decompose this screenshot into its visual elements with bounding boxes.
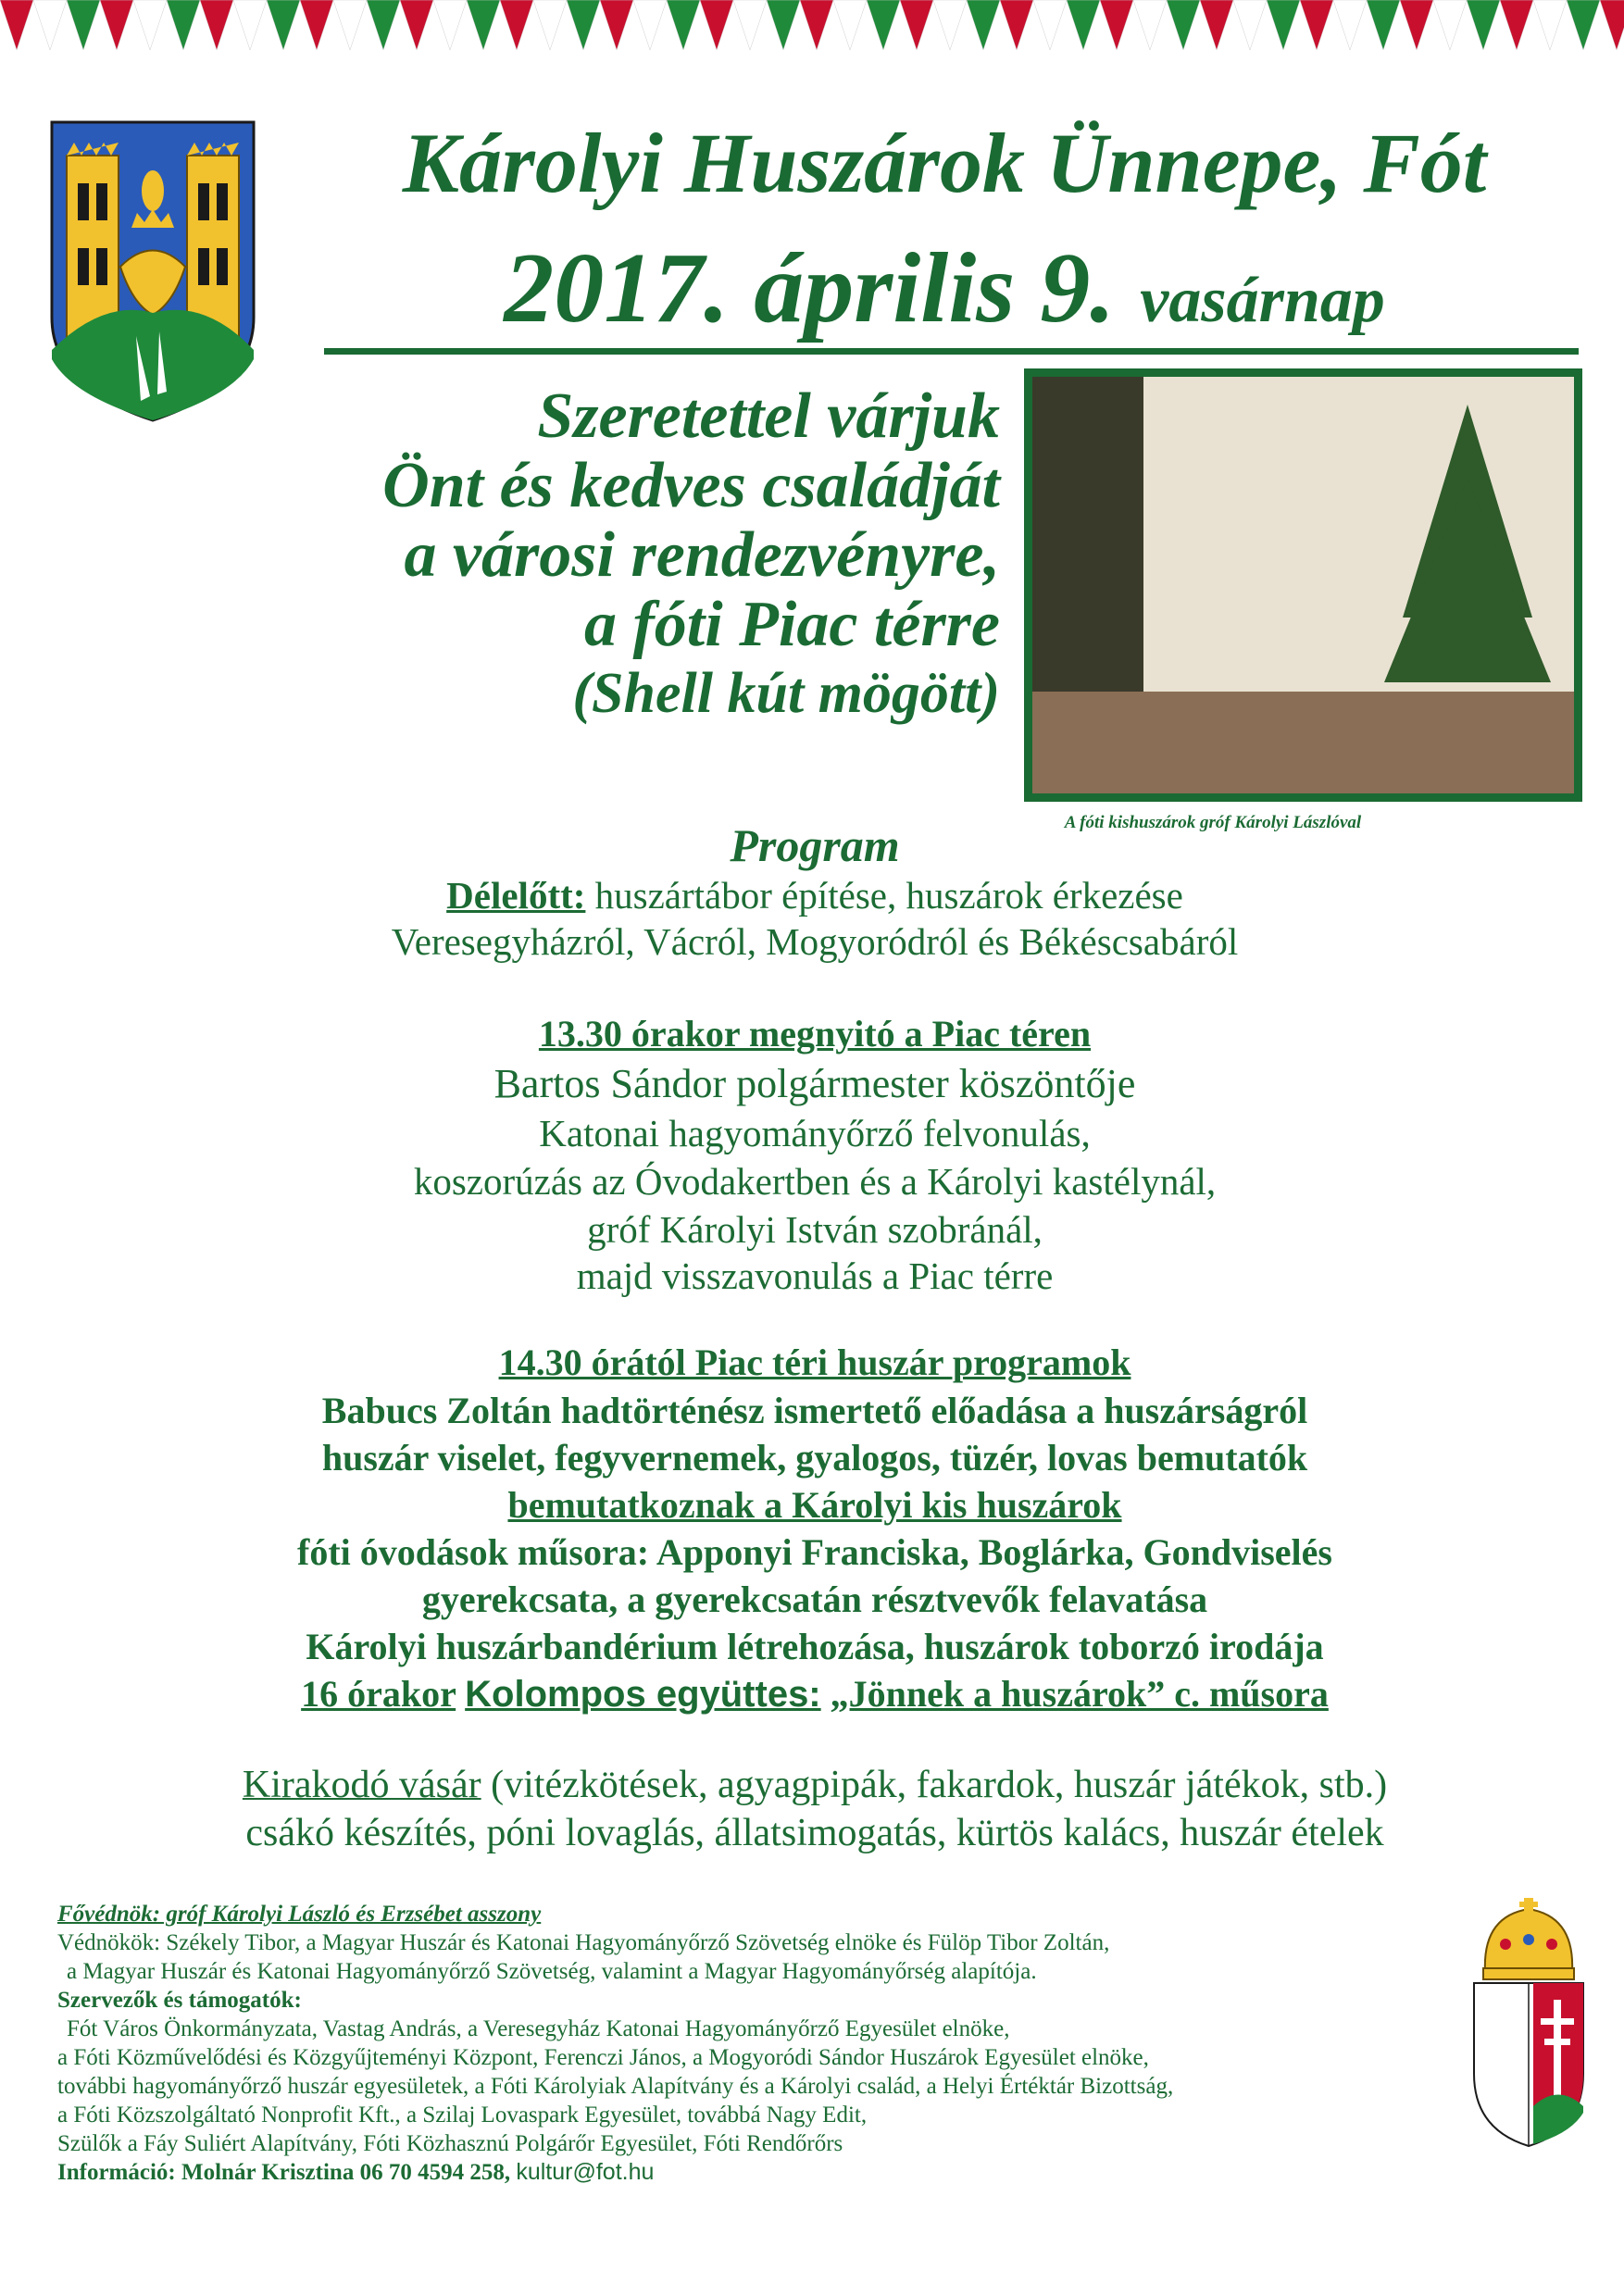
- garland-triangle: [533, 0, 567, 50]
- garland-triangle: [100, 0, 133, 50]
- garland-triangle: [633, 0, 667, 50]
- kids-line: [139, 1482, 1491, 1529]
- morning-label: Délelőtt:: [446, 874, 586, 917]
- invitation-line: Szeretettel várjuk: [537, 381, 1000, 452]
- opening-line: Katonai hagyományőrző felvonulás,: [539, 1112, 1091, 1154]
- info-contact: Információ: Molnár Krisztina 06 70 4594 258,: [57, 2160, 511, 2185]
- garland-triangle: [1500, 0, 1533, 50]
- garland-triangle: [167, 0, 200, 50]
- garland-triangle: [567, 0, 600, 50]
- garland-triangle: [600, 0, 633, 50]
- concert-line: [139, 1671, 1491, 1717]
- fot-coat-of-arms: [48, 119, 257, 424]
- garland-triangle: [700, 0, 733, 50]
- concert-band: Kolompos együttes:: [465, 1674, 821, 1715]
- garland-triangle: [1100, 0, 1133, 50]
- afternoon-line: Károlyi huszárbandérium létrehozása, huszárok toborzó irodája: [306, 1626, 1324, 1667]
- garland-triangle: [1033, 0, 1067, 50]
- garland-triangle: [900, 0, 933, 50]
- garland-triangle: [133, 0, 167, 50]
- garland-triangle: [1167, 0, 1200, 50]
- garland-triangle: [833, 0, 867, 50]
- garland-triangle: [67, 0, 100, 50]
- opening-heading: [139, 1011, 1491, 1057]
- title-divider: [324, 348, 1579, 355]
- garland-triangle: [300, 0, 333, 50]
- afternoon-line: huszár viselet, fegyvernemek, gyalogos, tüzér, lovas bemutatók: [321, 1437, 1308, 1479]
- invitation-line: Önt és kedves családját: [382, 450, 1000, 521]
- credits: [57, 1900, 1465, 2187]
- organizer-line: a Fóti Közművelődési és Közgyűjteményi Központ, Ferenczi János, a Mogyoródi Sándor Huszárok Egyesület elnöke,: [57, 2045, 1149, 2070]
- morning-line2: Veresegyházról, Vácról, Mogyoródról és Békéscsabáról: [391, 920, 1239, 963]
- patron-text: Fővédnök: gróf Károlyi László és Erzsébet asszony: [57, 1902, 542, 1927]
- hungarian-coat-of-arms: [1468, 1898, 1589, 2150]
- opening-line: Bartos Sándor polgármester köszöntője: [493, 1061, 1136, 1106]
- info-line: [57, 2158, 1465, 2187]
- sponsors-line: a Magyar Huszár és Katonai Hagyományőrző Szövetség, valamint a Magyar Hagyományőrség alapítója.: [67, 1959, 1037, 1984]
- garland-triangle: [267, 0, 300, 50]
- organizers-label: Szervezők és támogatók:: [57, 1988, 302, 2013]
- garland-triangle: [1067, 0, 1100, 50]
- garland-triangle: [1600, 0, 1624, 50]
- garland-triangle: [1567, 0, 1600, 50]
- garland-triangle: [1133, 0, 1167, 50]
- fair-line2: csákó készítés, póni lovaglás, állatsimogatás, kürtös kalács, huszár ételek: [245, 1812, 1384, 1854]
- garland-triangle: [1233, 0, 1267, 50]
- garland-triangle: [1433, 0, 1467, 50]
- afternoon-heading-text: 14.30 órától Piac téri huszár programok: [498, 1341, 1131, 1383]
- garland-triangle: [767, 0, 800, 50]
- garland-triangle: [1267, 0, 1300, 50]
- organizer-line: Szülők a Fáy Suliért Alapítvány, Fóti Közhasznú Polgárőr Egyesület, Fóti Rendőrőrs: [57, 2131, 843, 2156]
- patron-line: [57, 1900, 1465, 1928]
- organizer-line: a Fóti Közszolgáltató Nonprofit Kft., a Szilaj Lovaspark Egyesület, továbbá Nagy Edit,: [57, 2103, 868, 2128]
- afternoon-heading: [139, 1340, 1491, 1386]
- info-email[interactable]: kultur@fot.hu: [516, 2159, 655, 2185]
- garland-triangle: [233, 0, 267, 50]
- opening-line: gróf Károlyi István szobránál,: [587, 1208, 1043, 1251]
- garland-triangle: [33, 0, 67, 50]
- garland-triangle: [1300, 0, 1333, 50]
- organizer-line: további hagyományőrző huszár egyesületek, a Fóti Károlyiak Alapítvány és a Károlyi család, a Helyi Értéktár Bizottság,: [57, 2074, 1174, 2099]
- organizer-line: Fót Város Önkormányzata, Vastag András, a Veresegyház Katonai Hagyományőrző Egyesület elnöke,: [67, 2016, 1010, 2041]
- fair-label: Kirakodó vásár: [242, 1764, 481, 1806]
- invitation-line: (Shell kút mögött): [572, 662, 1000, 725]
- event-date: [296, 233, 1593, 343]
- garland-triangle: [800, 0, 833, 50]
- garland-triangle: [500, 0, 533, 50]
- concert-time: 16 órakor: [301, 1673, 456, 1715]
- event-day: vasárnap: [1140, 265, 1385, 336]
- garland-triangle: [1367, 0, 1400, 50]
- morning-text: huszártábor építése, huszárok érkezése: [594, 874, 1183, 917]
- opening-heading-text: 13.30 órakor megnyitó a Piac téren: [538, 1013, 1092, 1054]
- garland-triangle: [1467, 0, 1500, 50]
- kids-line-text: bemutatkoznak a Károlyi kis huszárok: [507, 1484, 1122, 1526]
- fair-line: [139, 1762, 1491, 1808]
- garland-triangle: [867, 0, 900, 50]
- sponsors-line: Védnökök: Székely Tibor, a Magyar Huszár és Katonai Hagyományőrző Szövetség elnöke és Fülöp Tibor Zoltán,: [57, 1930, 1110, 1955]
- garland-triangle: [1000, 0, 1033, 50]
- garland-triangle: [200, 0, 233, 50]
- afternoon-line: gyerekcsata, a gyerekcsatán résztvevők felavatása: [421, 1578, 1208, 1620]
- afternoon-line: Babucs Zoltán hadtörténész ismertető előadása a huszárságról: [321, 1390, 1308, 1431]
- garland-triangle: [1200, 0, 1233, 50]
- invitation-line: a fóti Piac térre: [583, 589, 1000, 660]
- top-flag-garland: [0, 0, 1624, 52]
- garland-triangle: [367, 0, 400, 50]
- invitation-text: [139, 381, 1000, 729]
- garland-triangle: [667, 0, 700, 50]
- fair-text: (vitézkötések, agyagpipák, fakardok, huszár játékok, stb.): [491, 1764, 1388, 1806]
- invitation-line: a városi rendezvényre,: [404, 519, 1000, 591]
- garland-triangle: [433, 0, 467, 50]
- event-title: Károlyi Huszárok Ünnepe, Fót: [402, 116, 1487, 210]
- garland-triangle: [967, 0, 1000, 50]
- garland-triangle: [1333, 0, 1367, 50]
- garland-triangle: [467, 0, 500, 50]
- garland-triangle: [933, 0, 967, 50]
- photo-caption: A fóti kishuszárok gróf Károlyi Lászlóval: [1064, 813, 1362, 832]
- afternoon-line: fóti óvodások műsora: Apponyi Franciska, Boglárka, Gondviselés: [297, 1531, 1332, 1573]
- garland-triangle: [0, 0, 33, 50]
- opening-line: koszorúzás az Óvodakertben és a Károlyi kastélynál,: [413, 1160, 1217, 1203]
- hussars-photo: [1032, 377, 1574, 793]
- garland-triangle: [1400, 0, 1433, 50]
- garland-triangle: [1533, 0, 1567, 50]
- morning-line: [139, 872, 1491, 918]
- photo-frame: [1024, 368, 1582, 802]
- opening-line: majd visszavonulás a Piac térre: [576, 1254, 1054, 1297]
- garland-triangle: [333, 0, 367, 50]
- event-date-text: 2017. április 9.: [504, 233, 1116, 343]
- program-title: Program: [730, 819, 900, 871]
- garland-triangle: [400, 0, 433, 50]
- garland-triangle: [733, 0, 767, 50]
- concert-title: „Jönnek a huszárok” c. műsora: [830, 1673, 1329, 1715]
